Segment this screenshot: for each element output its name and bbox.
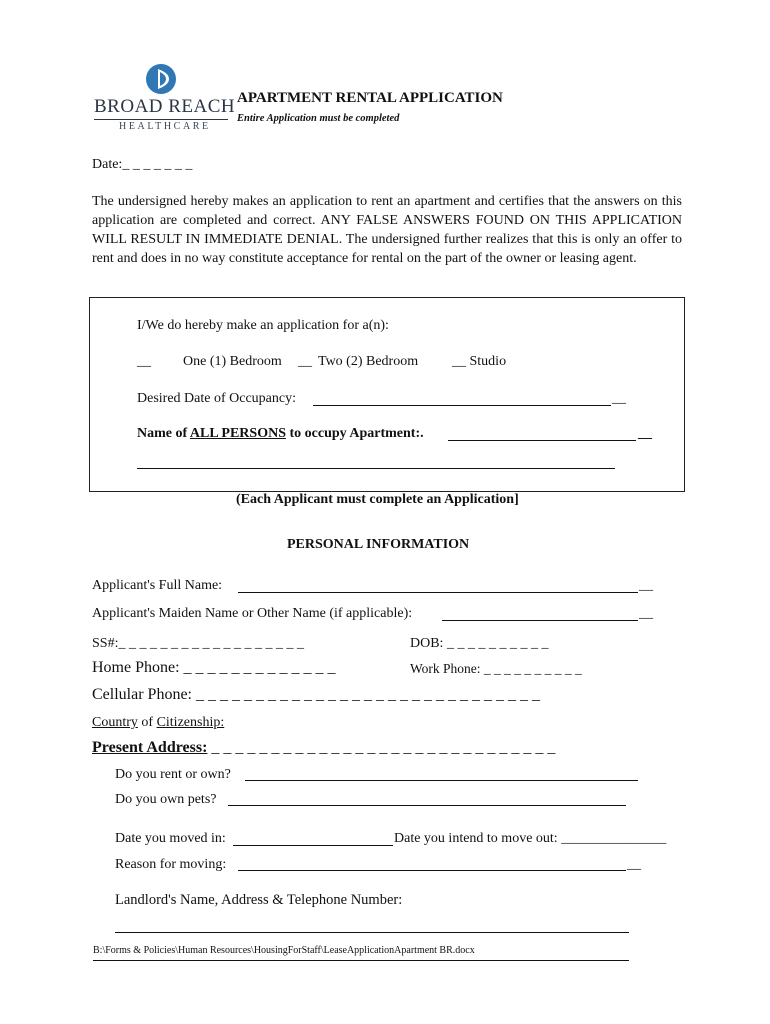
logo-name: BROAD REACH [94, 96, 236, 117]
present-address-label: Present Address: [92, 739, 208, 756]
occupancy-label: Desired Date of Occupancy: [137, 391, 296, 406]
rent-own-label: Do you rent or own? [115, 767, 231, 782]
present-address-field[interactable] [92, 739, 555, 757]
date-field[interactable]: Date:_ _ _ _ _ _ _ [92, 157, 193, 172]
occupancy-tail: __ [612, 391, 626, 406]
country-of: of [137, 715, 157, 730]
pets-input-line[interactable] [228, 805, 626, 806]
persons-post: to occupy Apartment:. [285, 426, 424, 441]
country-label[interactable] [92, 715, 224, 731]
option-blank-two-bedroom[interactable]: __ [298, 354, 312, 369]
reason-input-line[interactable] [238, 870, 626, 871]
intro-paragraph: The undersigned hereby makes an application to rent an apartment and certifies that the answers on this application are completed and correct. ANY FALSE ANSWERS FOUND ON THIS APPLICATION WILL RESULT IN IMMEDIATE DENIAL. The undersigned further realizes that this is only an offer to rent and does in no way constitute acceptance for rental on the part of the owner or leasing agent. [92, 194, 682, 266]
pets-label: Do you own pets? [115, 792, 217, 807]
option-one-bedroom[interactable]: One (1) Bedroom [183, 354, 282, 369]
footer-file-path: B:\Forms & Policies\Human Resources\HousingForStaff\LeaseApplicationApartment BR.docx [93, 945, 475, 956]
reason-tail: __ [627, 857, 641, 872]
page-subtitle: Entire Application must be completed [237, 113, 400, 124]
footer-rule [93, 960, 629, 961]
maiden-name-tail: __ [639, 606, 653, 621]
citizenship-word: Citizenship: [156, 715, 225, 730]
option-two-bedroom[interactable]: Two (2) Bedroom [318, 354, 419, 369]
persons-tail: __ [638, 426, 652, 441]
full-name-label: Applicant's Full Name: [92, 578, 223, 593]
full-name-tail: __ [639, 578, 653, 593]
section-title: PERSONAL INFORMATION [287, 537, 470, 552]
maiden-name-label: Applicant's Maiden Name or Other Name (if applicable): [92, 606, 413, 621]
persons-input-line-2[interactable] [137, 468, 615, 469]
country-word: Country [92, 715, 138, 730]
option-studio[interactable]: __ Studio [452, 354, 507, 369]
work-phone-field[interactable]: Work Phone: _ _ _ _ _ _ _ _ _ _ [410, 661, 582, 676]
landlord-input-line[interactable] [115, 932, 629, 933]
occupancy-input-line[interactable] [313, 405, 611, 406]
cell-phone-field[interactable]: Cellular Phone: _ _ _ _ _ _ _ _ _ _ _ _ _ _ _ _ _ _ _ _ _ _ _ _ _ _ _ _ _ [92, 686, 540, 703]
rent-own-input-line[interactable] [245, 780, 638, 781]
moved-in-input-line[interactable] [233, 845, 393, 846]
reason-label: Reason for moving: [115, 857, 227, 872]
persons-input-line[interactable] [448, 440, 636, 441]
persons-emphasis: ALL PERSONS [189, 426, 286, 441]
move-out-field[interactable]: Date you intend to move out: _______________ [394, 831, 667, 846]
full-name-input-line[interactable] [238, 592, 638, 593]
broad-reach-logo-icon [145, 63, 177, 95]
home-phone-field[interactable]: Home Phone: _ _ _ _ _ _ _ _ _ _ _ _ _ [92, 659, 336, 676]
persons-pre: Name of [137, 426, 190, 441]
applicant-note: (Each Applicant must complete an Application] [236, 492, 519, 507]
option-blank-one-bedroom[interactable]: __ [137, 354, 151, 369]
persons-label [137, 426, 424, 442]
dob-field[interactable]: DOB: _ _ _ _ _ _ _ _ _ _ [410, 636, 549, 651]
logo-subtitle: HEALTHCARE [119, 121, 211, 132]
ssn-field[interactable]: SS#:_ _ _ _ _ _ _ _ _ _ _ _ _ _ _ _ _ _ [92, 636, 304, 651]
maiden-name-input-line[interactable] [442, 620, 638, 621]
moved-in-label: Date you moved in: [115, 831, 226, 846]
present-address-dashes: _ _ _ _ _ _ _ _ _ _ _ _ _ _ _ _ _ _ _ _ _ _ _ _ _ _ _ _ _ [207, 739, 556, 756]
landlord-label: Landlord's Name, Address & Telephone Number: [115, 892, 403, 908]
page-title: APARTMENT RENTAL APPLICATION [237, 90, 503, 106]
logo-divider [94, 119, 228, 120]
box-heading: I/We do hereby make an application for a(n): [137, 318, 389, 333]
